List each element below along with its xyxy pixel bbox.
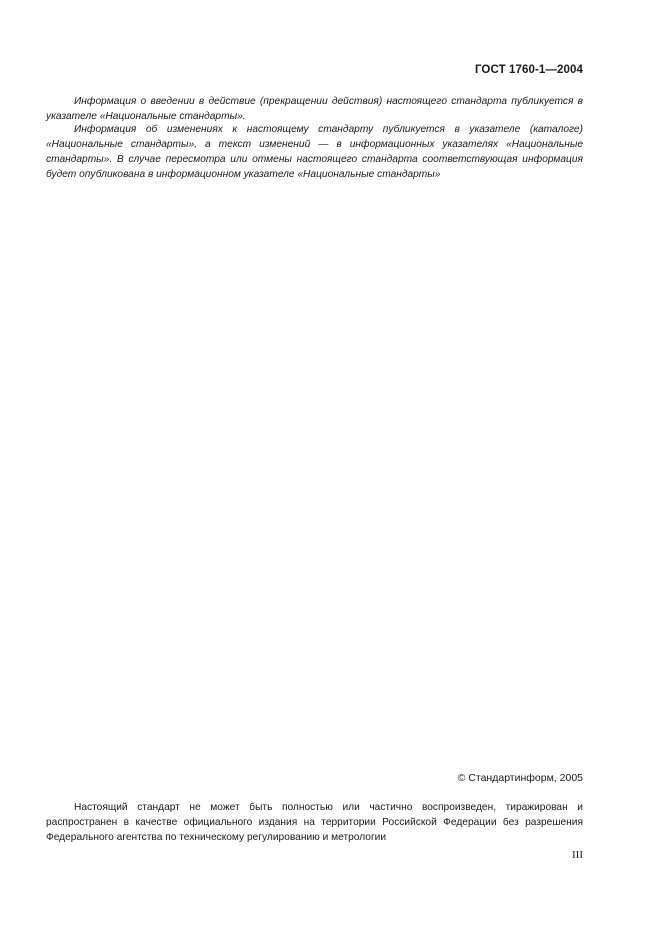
introduction-notice: Информация о введении в действие (прекращении действия) настоящего стандарта публикуется в указателе «Национальные стандарты».: [46, 96, 583, 122]
document-identifier: ГОСТ 1760-1—2004: [474, 64, 583, 76]
copyright-line: © Стандартинформ, 2005: [457, 772, 583, 784]
reproduction-restriction: Настоящий стандарт не может быть полностью или частично воспроизведен, тиражирован и распространен в качестве официального издания на территории Российской Федерации без разрешения Федерального агентства по техническому регулированию и метрологии: [46, 802, 583, 843]
page-number: III: [572, 849, 583, 861]
changes-notice: Информация об изменениях к настоящему стандарту публикуется в указателе (каталоге) «Национальные стандарты», а текст изменений — в информационных указателях «Национальные стандарты». В случае пересмотра или отмены настоящего стандарта соответствующая информация будет опубликована в информационном указателе «Национальные стандарты»: [46, 124, 583, 180]
